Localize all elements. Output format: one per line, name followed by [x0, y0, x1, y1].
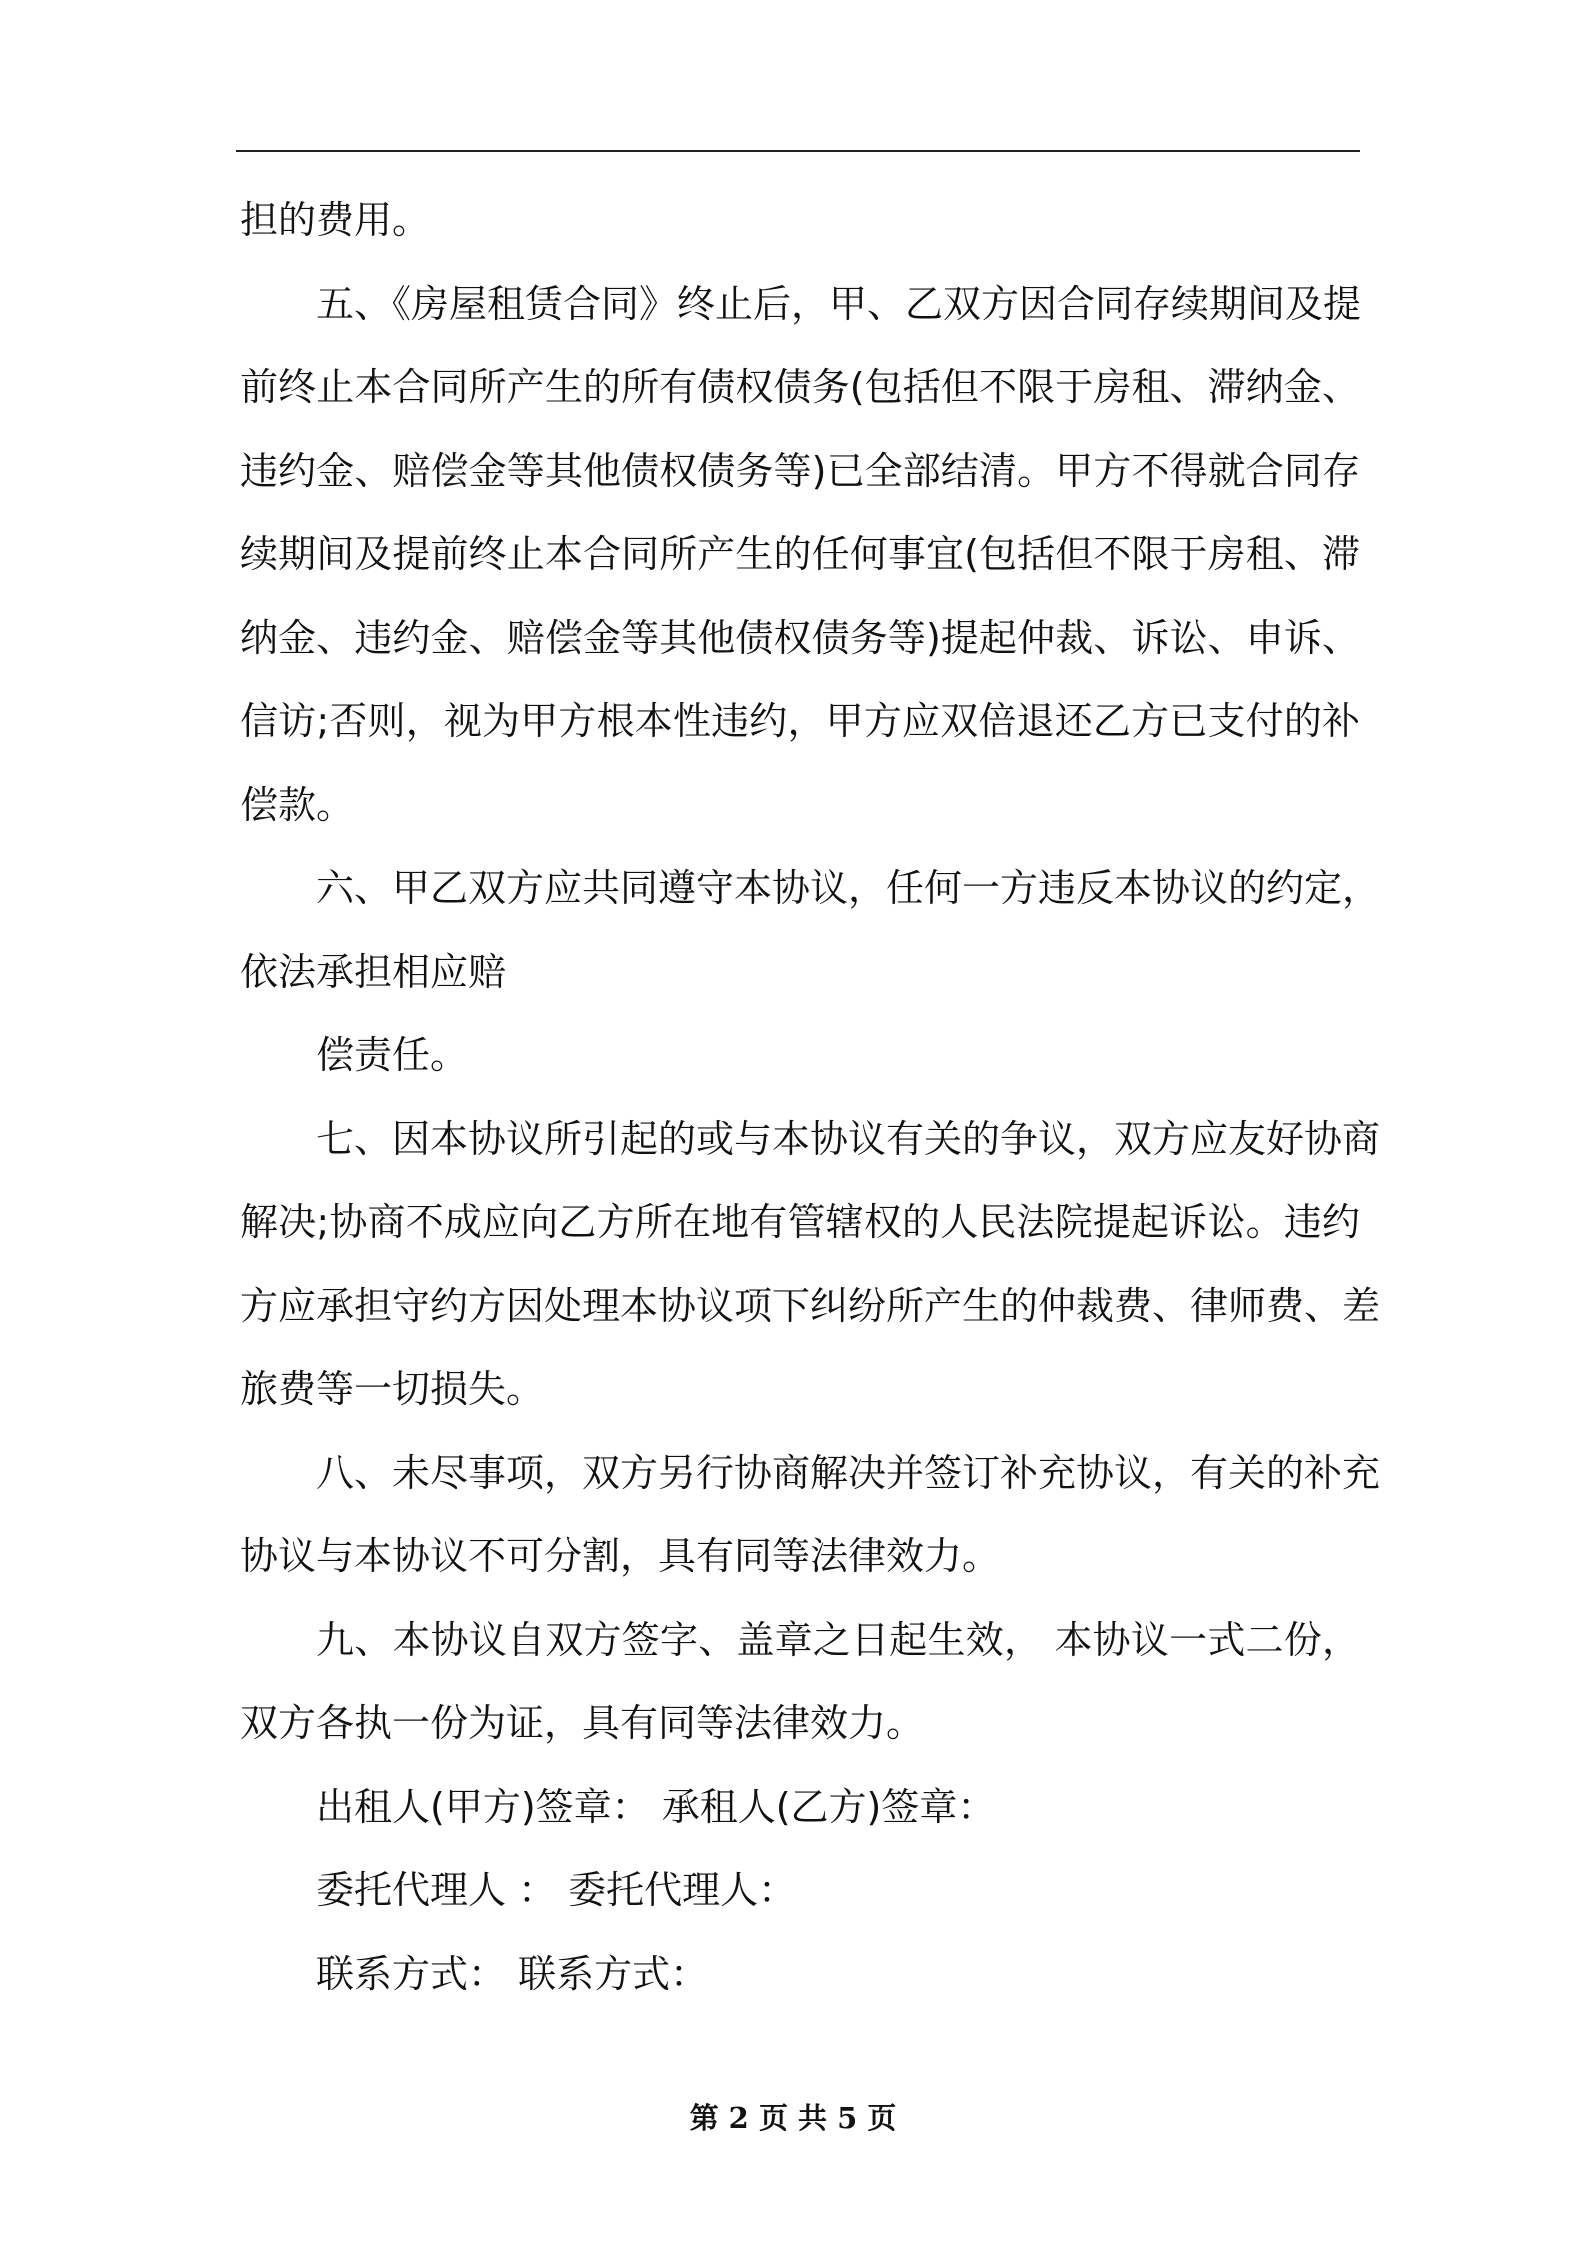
clause-6-line: 六、甲乙双方应共同遵守本协议，任何一方违反本协议的约定， — [316, 866, 1381, 910]
clause-8-line: 八、未尽事项，双方另行协商解决并签订补充协议，有关的补充 — [316, 1451, 1381, 1495]
text-line: 续期间及提前终止本合同所产生的任何事宜(包括但不限于房租、滞 — [240, 532, 1360, 576]
signature-line-contact: 联系方式： 联系方式： — [316, 1952, 709, 1996]
text-line: 双方各执一份为证，具有同等法律效力。 — [240, 1701, 925, 1745]
page-number: 第 2 页 共 5 页 — [689, 2101, 897, 2135]
text-line: 依法承担相应赔 — [240, 950, 507, 994]
text-line: 前终止本合同所产生的所有债权债务(包括但不限于房租、滞纳金、 — [240, 365, 1360, 409]
clause-9-line: 九、本协议自双方签字、盖章之日起生效， 本协议一式二份， — [316, 1618, 1360, 1662]
text-line: 偿责任。 — [316, 1033, 469, 1077]
text-line: 偿款。 — [240, 783, 355, 827]
header-rule — [236, 150, 1360, 152]
signature-line-lessor-lessee: 出租人(甲方)签章： 承租人(乙方)签章： — [316, 1785, 996, 1829]
text-line: 违约金、赔偿金等其他债权债务等)已全部结清。甲方不得就合同存 — [240, 449, 1360, 493]
text-line: 担的费用。 — [240, 198, 431, 242]
text-line: 方应承担守约方因处理本协议项下纠纷所产生的仲裁费、律师费、差 — [240, 1284, 1381, 1328]
signature-line-agent: 委托代理人 ： 委托代理人： — [316, 1868, 797, 1912]
clause-5-line: 五、《房屋租赁合同》终止后，甲、乙双方因合同存续期间及提 — [316, 282, 1362, 326]
text-line: 旅费等一切损失。 — [240, 1367, 545, 1411]
clause-7-line: 七、因本协议所引起的或与本协议有关的争议，双方应友好协商 — [316, 1117, 1381, 1161]
text-line: 解决;协商不成应向乙方所在地有管辖权的人民法院提起诉讼。违约 — [240, 1200, 1360, 1244]
text-line: 信访;否则，视为甲方根本性违约，甲方应双倍退还乙方已支付的补 — [240, 699, 1360, 743]
text-line: 纳金、违约金、赔偿金等其他债权债务等)提起仲裁、诉讼、申诉、 — [240, 616, 1360, 660]
text-line: 协议与本协议不可分割，具有同等法律效力。 — [240, 1534, 1001, 1578]
